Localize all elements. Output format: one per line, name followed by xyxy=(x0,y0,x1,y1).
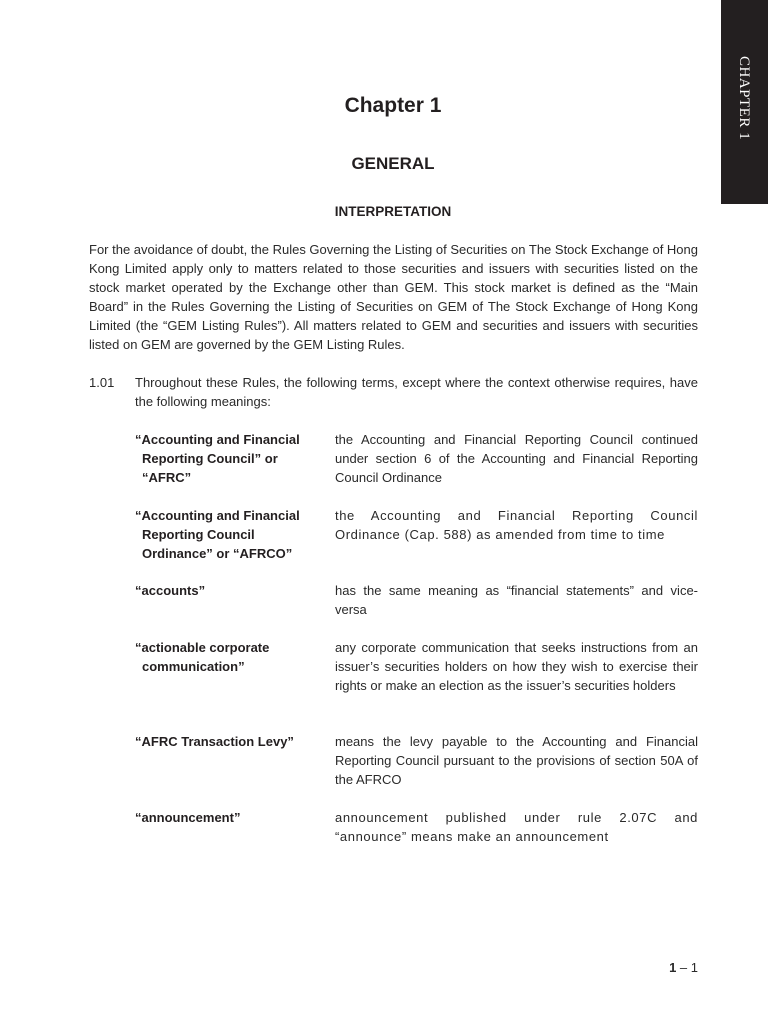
definition-text: has the same meaning as “financial statements” and vice-versa xyxy=(335,583,698,617)
chapter-title: Chapter 1 xyxy=(344,94,442,117)
rule-text: Throughout these Rules, the following terms, except where the context otherwise requires, have the following meanings: xyxy=(135,375,698,409)
term-line: “Accounting and Financial xyxy=(135,432,300,447)
term-line: “AFRC Transaction Levy” xyxy=(135,734,294,749)
page-separator: – xyxy=(676,960,691,975)
definition-term xyxy=(135,732,325,751)
definition-term xyxy=(135,808,325,827)
definition-term xyxy=(135,430,325,487)
page-index: 1 xyxy=(690,960,698,975)
term-line: “accounts” xyxy=(135,583,206,598)
definition-term xyxy=(135,638,325,676)
rule-number: 1.01 xyxy=(89,375,115,390)
section-title: GENERAL xyxy=(351,154,435,173)
intro-paragraph: For the avoidance of doubt, the Rules Governing the Listing of Securities on The Stock Exchange of Hong Kong Limited apply only to matters related to those securities and issuers with securities listed on the stock market operated by the Exchange other than GEM. This stock market is defined as the “Main Board” in the Rules Governing the Listing of Securities on GEM of The Stock Exchange of Hong Kong Limited (the “GEM Listing Rules”). All matters related to GEM and securities and issuers with securities listed on GEM are governed by the GEM Listing Rules. xyxy=(89,242,698,352)
definition-term xyxy=(135,506,325,563)
term-line: “actionable corporate xyxy=(135,640,270,655)
definition-text: any corporate communication that seeks instructions from an issuer’s securities holders on how they wish to exercise their rights or make an election as the issuer’s securities holders xyxy=(335,640,698,693)
term-line: “Accounting and Financial xyxy=(135,508,300,523)
definition-text: the Accounting and Financial Reporting Council continued under section 6 of the Accounting and Financial Reporting Council Ordinance xyxy=(335,432,698,485)
term-line: “announcement” xyxy=(135,810,241,825)
definition-text: means the levy payable to the Accounting and Financial Reporting Council pursuant to the provisions of section 50A of the AFRCO xyxy=(335,734,698,787)
side-tab-label: CHAPTER 1 xyxy=(736,56,752,141)
definition-text: the Accounting and Financial Reporting Council Ordinance (Cap. 588) as amended from time to time xyxy=(335,508,698,542)
page-chapter: 1 xyxy=(669,960,677,975)
term-line: Ordinance” or “AFRCO” xyxy=(142,546,293,561)
term-line: communication” xyxy=(142,659,245,674)
definition-text: announcement published under rule 2.07C and “announce” means make an announcement xyxy=(335,810,698,844)
definition-term xyxy=(135,581,325,600)
term-line: “AFRC” xyxy=(142,470,192,485)
page-number xyxy=(660,960,698,975)
term-line: Reporting Council” or xyxy=(142,451,278,466)
term-line: Reporting Council xyxy=(142,527,255,542)
subsection-title: INTERPRETATION xyxy=(334,204,452,219)
